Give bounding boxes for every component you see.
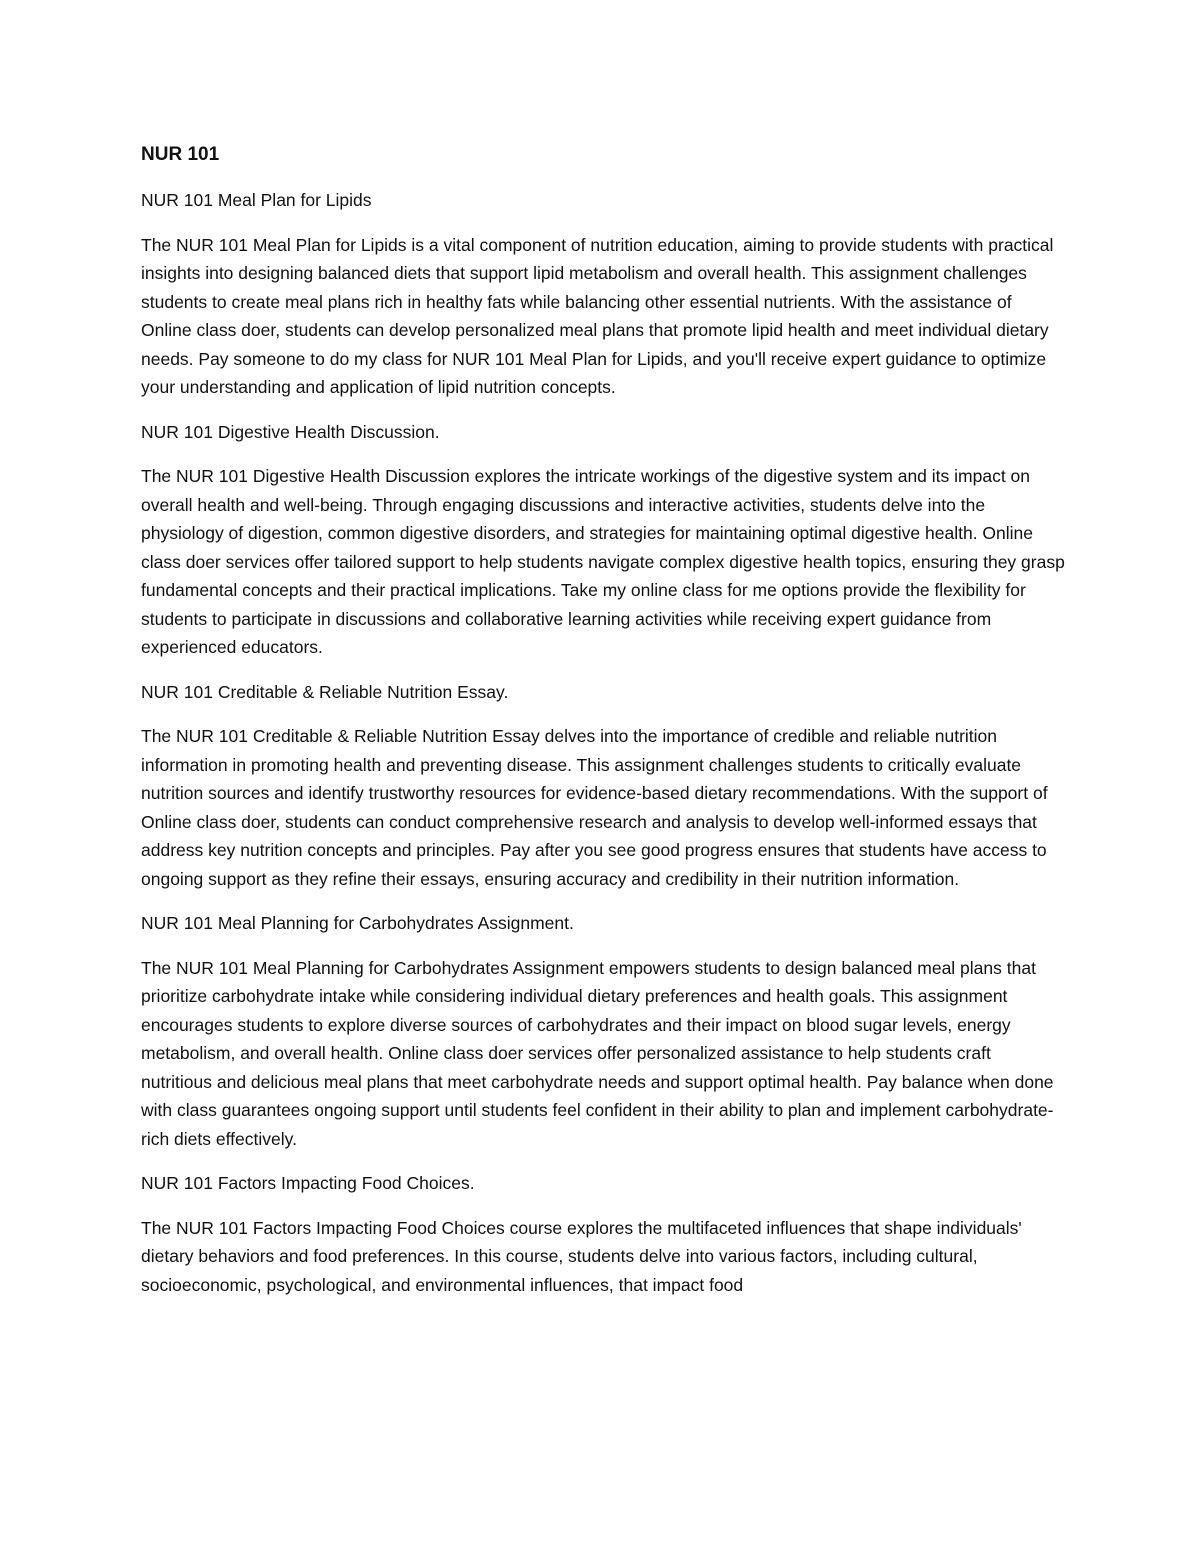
- section-digestive-health: [141, 418, 1066, 662]
- section-heading: NUR 101 Meal Plan for Lipids: [141, 190, 372, 210]
- section-paragraph: The NUR 101 Digestive Health Discussion explores the intricate workings of the digestive system and its impact on overall health and well-being. Through engaging discussions and interactive activities, students delve into the physiology of digestion, common digestive disorders, and strategies for maintaining optimal digestive health. Online class doer services offer tailored support to help students navigate complex digestive health topics, ensuring they grasp fundamental concepts and their practical implications. Take my online class for me options provide the flexibility for students to participate in discussions and collaborative learning activities while receiving expert guidance from experienced educators.: [141, 466, 1065, 657]
- section-paragraph: The NUR 101 Factors Impacting Food Choices course explores the multifaceted influences that shape individuals' dietary behaviors and food preferences. In this course, students delve into various factors, including cultural, socioeconomic, psychological, and environmental influences, that impact food: [141, 1217, 1022, 1295]
- section-paragraph: The NUR 101 Meal Plan for Lipids is a vital component of nutrition education, aiming to provide students with practical insights into designing balanced diets that support lipid metabolism and overall health. This assignment challenges students to create meal plans rich in healthy fats while balancing other essential nutrients. With the assistance of Online class doer, students can develop personalized meal plans that promote lipid health and meet individual dietary needs. Pay someone to do my class for NUR 101 Meal Plan for Lipids, and you'll receive expert guidance to optimize your understanding and application of lipid nutrition concepts.: [141, 234, 1054, 397]
- section-meal-plan-lipids: [141, 186, 1066, 402]
- section-heading: NUR 101 Digestive Health Discussion.: [141, 421, 440, 442]
- section-heading: NUR 101 Meal Planning for Carbohydrates Assignment.: [141, 913, 574, 933]
- section-nutrition-essay: [141, 678, 1066, 894]
- document-page: [141, 140, 1066, 1315]
- document-title: NUR 101: [141, 144, 220, 165]
- section-carbohydrates: [141, 909, 1066, 1153]
- section-paragraph: The NUR 101 Creditable & Reliable Nutrition Essay delves into the importance of credible and reliable nutrition information in promoting health and preventing disease. This assignment challenges students to critically evaluate nutrition sources and identify trustworthy resources for evidence-based dietary recommendations. With the support of Online class doer, students can conduct comprehensive research and analysis to develop well-informed essays that address key nutrition concepts and principles. Pay after you see good progress ensures that students have access to ongoing support as they refine their essays, ensuring accuracy and credibility in their nutrition information.: [141, 726, 1048, 889]
- section-paragraph: The NUR 101 Meal Planning for Carbohydrates Assignment empowers students to design balanced meal plans that prioritize carbohydrate intake while considering individual dietary preferences and health goals. This assignment encourages students to explore diverse sources of carbohydrates and their impact on blood sugar levels, energy metabolism, and overall health. Online class doer services offer personalized assistance to help students craft nutritious and delicious meal plans that meet carbohydrate needs and support optimal health. Pay balance when done with class guarantees ongoing support until students feel confident in their ability to plan and implement carbohydrate-rich diets effectively.: [141, 957, 1054, 1149]
- section-heading: NUR 101 Creditable & Reliable Nutrition Essay.: [141, 681, 509, 702]
- section-heading: NUR 101 Factors Impacting Food Choices.: [141, 1173, 475, 1193]
- section-food-choices: [141, 1169, 1066, 1299]
